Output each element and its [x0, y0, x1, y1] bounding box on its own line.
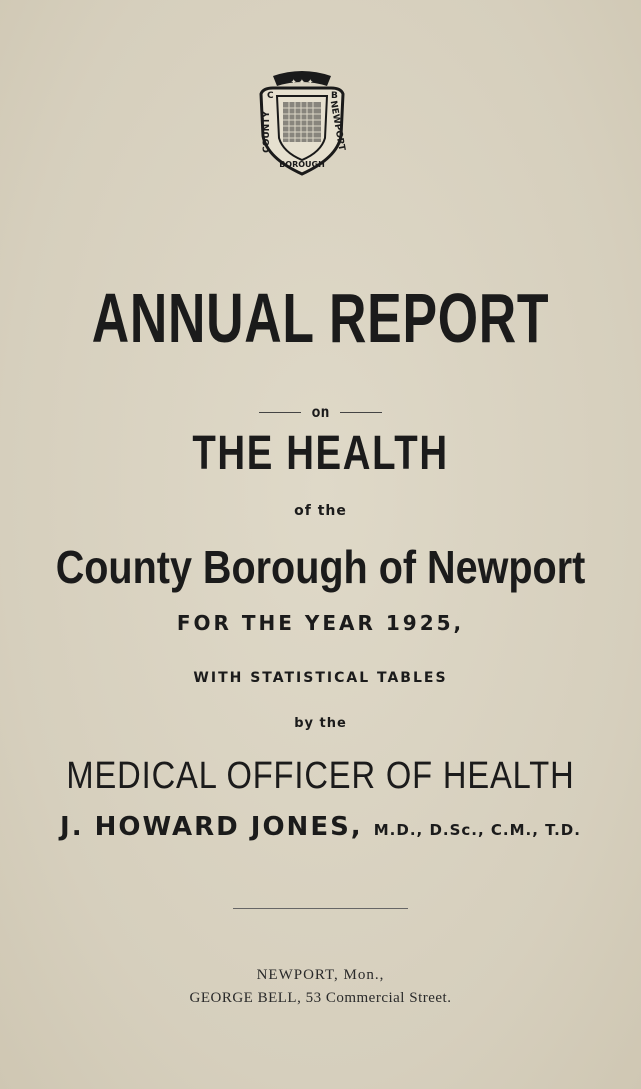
left-dash	[259, 412, 301, 413]
right-dash	[340, 412, 382, 413]
connector-by-the: by the	[294, 716, 347, 731]
author-line	[0, 812, 641, 842]
seal-text-top-right: B	[331, 91, 338, 101]
seal-text-left: COUNTY	[262, 111, 272, 153]
svg-text:✦ ✦ ✦: ✦ ✦ ✦	[290, 78, 314, 86]
connector-on-row	[0, 403, 641, 421]
connector-of-the: of the	[294, 503, 347, 519]
seal-text-top-left: C	[267, 91, 274, 101]
seal-text-right: NEWPORT	[327, 99, 347, 152]
author-name: J. HOWARD JONES,	[60, 812, 363, 842]
borough-seal-icon	[243, 66, 361, 184]
officer-role: MEDICAL OFFICER OF HEALTH	[66, 755, 575, 797]
report-title: ANNUAL REPORT	[91, 279, 550, 357]
publisher-place: NEWPORT, Mon.,	[256, 967, 385, 983]
tables-line: WITH STATISTICAL TABLES	[193, 670, 448, 686]
divider-rule	[233, 908, 408, 909]
report-subject: THE HEALTH	[192, 427, 449, 480]
author-qualifications: M.D., D.Sc., C.M., T.D.	[373, 821, 581, 839]
publisher-printer: GEORGE BELL, 53 Commercial Street.	[189, 990, 452, 1006]
place-name: County Borough of Newport	[55, 541, 586, 593]
seal-text-bottom: BOROUGH	[279, 160, 325, 169]
year-line: FOR THE YEAR 1925,	[176, 611, 465, 635]
connector-on: on	[311, 403, 330, 421]
